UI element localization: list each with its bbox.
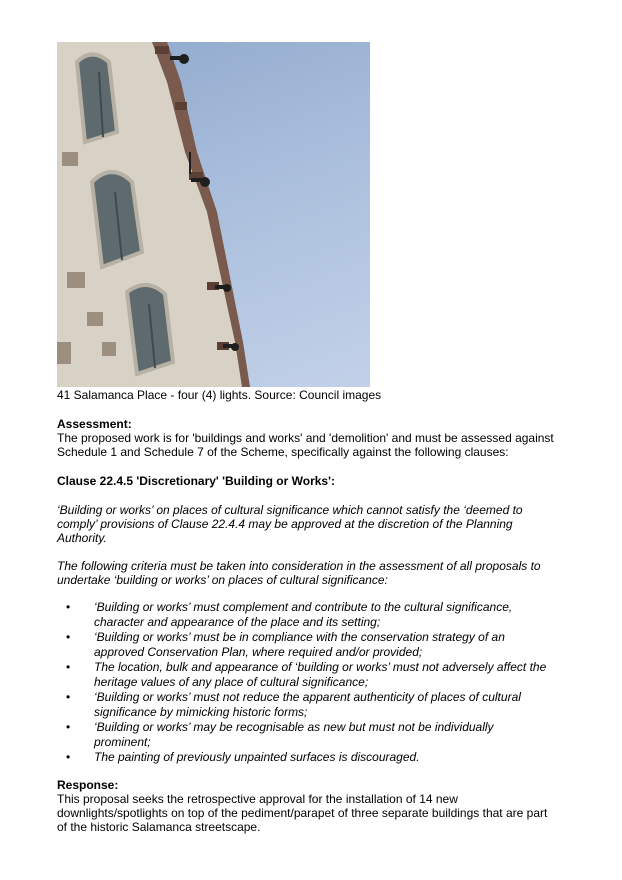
text-line: Authority. — [57, 531, 107, 545]
bullet-icon: • — [66, 630, 71, 644]
text-line: The following criteria must be taken into consideration in the assessment of all proposals to — [57, 559, 541, 573]
list-item: • ‘Building or works’ must not reduce the apparent authenticity of places of cultural significance by mimicking historic forms; — [66, 690, 521, 719]
bullet-icon: • — [66, 720, 71, 734]
assessment-heading: Assessment: — [57, 417, 132, 431]
list-item: • The painting of previously unpainted surfaces is discouraged. — [66, 750, 420, 764]
bullet-icon: • — [66, 600, 71, 614]
text-line: The proposed work is for 'buildings and works' and 'demolition' and must be assessed against — [57, 431, 554, 445]
bullet-icon: • — [66, 660, 71, 674]
response-heading: Response: — [57, 778, 119, 792]
clause-paragraph — [57, 503, 577, 545]
list-item: • ‘Building or works’ must be in compliance with the conservation strategy of an approved Conservation Plan, where required and/or provided; — [66, 630, 505, 659]
bullet-icon: • — [66, 690, 71, 704]
assessment-text — [57, 431, 577, 459]
clause-heading: Clause 22.4.5 'Discretionary' 'Building or Works': — [57, 474, 335, 488]
facade-illustration — [57, 42, 370, 387]
building-facade-photo — [57, 42, 370, 387]
text-line: of the historic Salamanca streetscape. — [57, 820, 261, 834]
criteria-list — [57, 600, 577, 765]
list-item: • ‘Building or works’ must complement and contribute to the cultural significance, character and appearance of the place and its setting; — [66, 600, 513, 629]
text-line: comply’ provisions of Clause 22.4.4 may be approved at the discretion of the Planning — [57, 517, 513, 531]
bullet-icon: • — [66, 750, 71, 764]
response-text — [57, 792, 577, 834]
text-line: ‘Building or works’ on places of cultural significance which cannot satisfy the ‘deemed to — [57, 503, 523, 517]
criteria-intro — [57, 559, 577, 587]
photo-caption: 41 Salamanca Place - four (4) lights. Source: Council images — [57, 388, 382, 402]
text-line: downlights/spotlights on top of the pediment/parapet of three separate buildings that are part — [57, 806, 548, 820]
text-line: Schedule 1 and Schedule 7 of the Scheme, specifically against the following clauses: — [57, 445, 509, 459]
text-line: This proposal seeks the retrospective approval for the installation of 14 new — [57, 792, 458, 806]
text-line: undertake ‘building or works’ on places of cultural significance: — [57, 573, 388, 587]
list-item: • ‘Building or works’ may be recognisable as new but must not be individually prominent; — [66, 720, 494, 749]
list-item: • The location, bulk and appearance of ‘building or works’ must not adversely affect the heritage values of any place of cultural significance; — [66, 660, 547, 689]
